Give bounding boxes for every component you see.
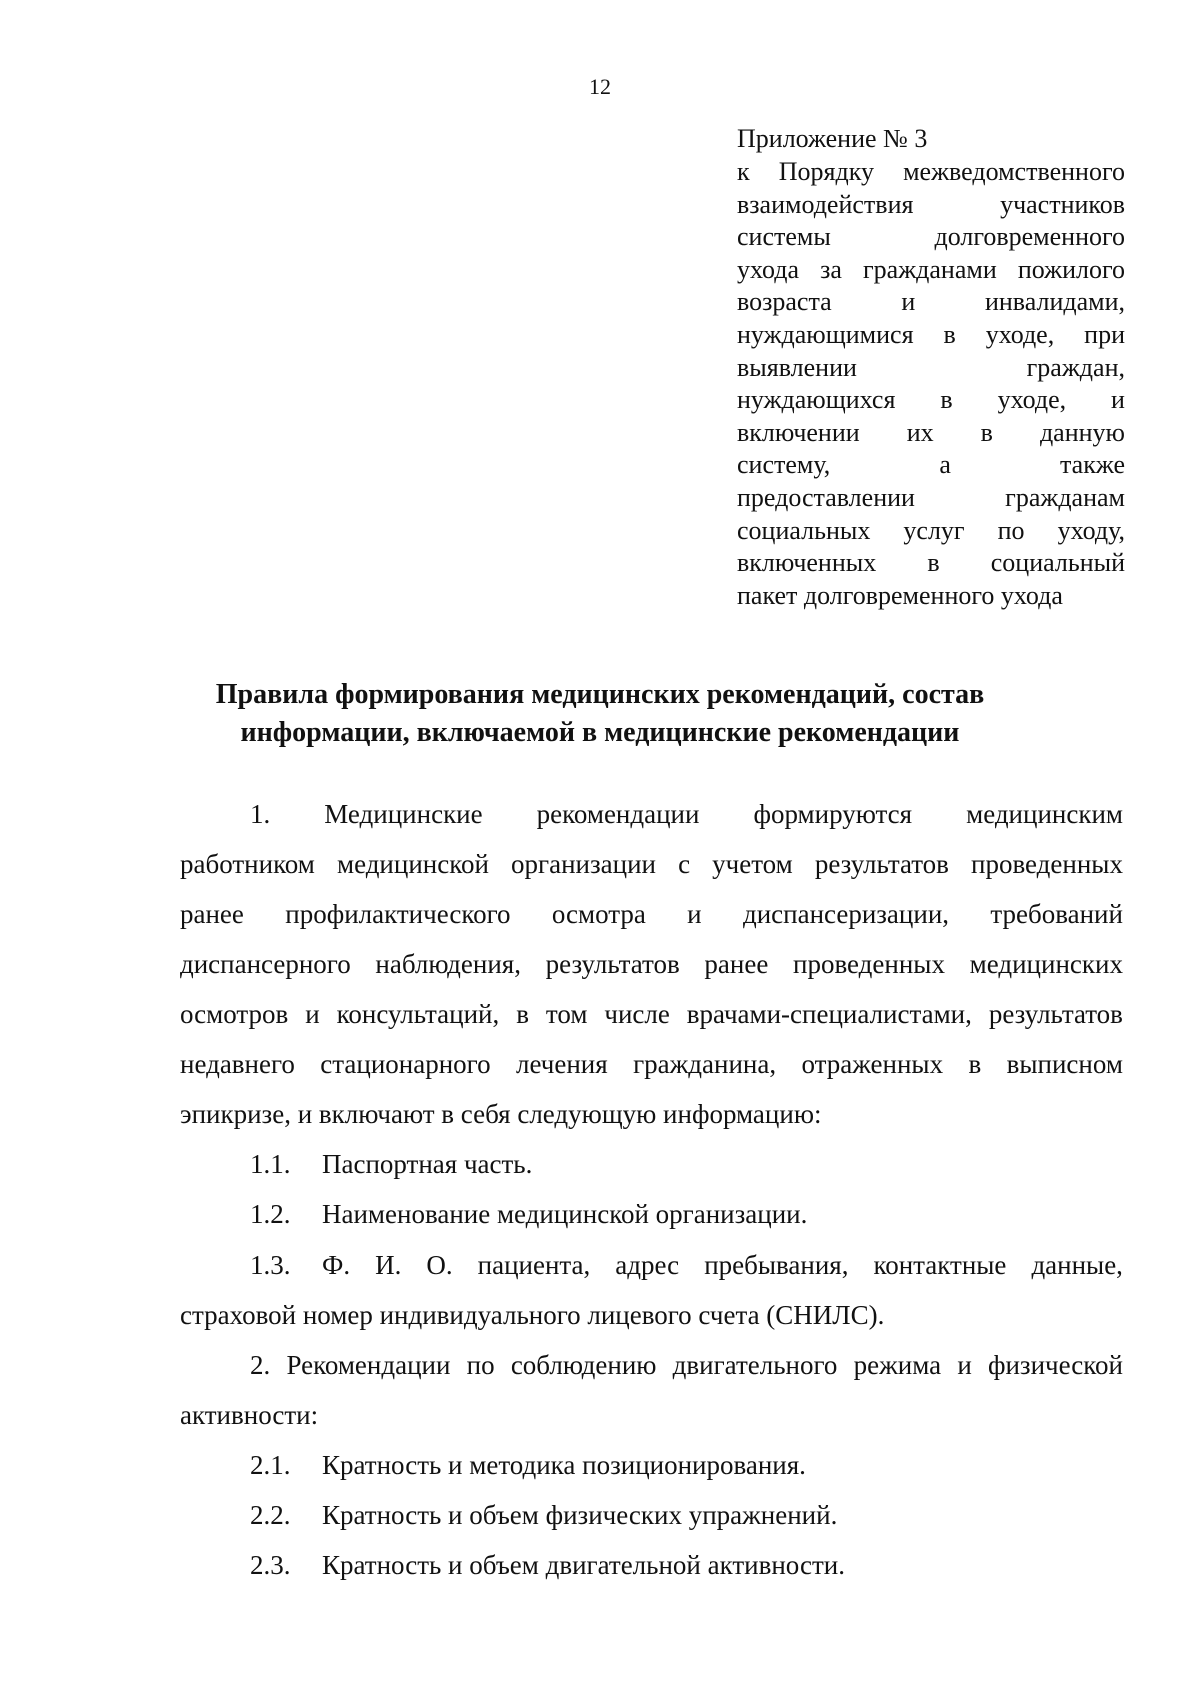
annex-title: Приложение № 3 [737,124,928,153]
paragraph-line: страховой номер индивидуального лицевого счета (СНИЛС). [180,1300,885,1330]
annex-line: к Порядку межведомственного [737,157,1125,186]
paragraph-line: недавнего стационарного лечения гражданина, отраженных в выписном [180,1049,1123,1079]
paragraph-line: эпикризе, и включают в себя следующую информацию: [180,1099,822,1129]
paragraph-line: активности: [180,1400,319,1430]
paragraph-line: 2. Рекомендации по соблюдению двигательного режима и физической [250,1350,1123,1380]
paragraph-line: работником медицинской организации с учетом результатов проведенных [180,849,1123,879]
annex-line: взаимодействия участников [737,189,1125,219]
annex-line: систему, а также [737,450,1125,480]
annex-line: предоставлении гражданам [737,482,1125,512]
list-item-number: 2.3. [250,1550,291,1580]
paragraph-line: диспансерного наблюдения, результатов ранее проведенных медицинских [180,949,1123,979]
annex-line: включении их в данную [737,417,1125,447]
paragraph-line: 1. Медицинские рекомендации формируются медицинским [250,799,1123,829]
list-item-text: Наименование медицинской организации. [322,1199,808,1229]
annex-line: ухода за гражданами пожилого [737,254,1125,284]
annex-line: нуждающихся в уходе, и [737,385,1125,415]
list-item-number: 1.1. [250,1149,291,1179]
document-heading [120,676,1080,752]
heading-line: Правила формирования медицинских рекомендаций, состав [215,679,985,710]
list-item-number: 1.2. [250,1199,291,1229]
annex-line: нуждающимися в уходе, при [737,319,1125,349]
annex-line: системы долговременного [737,222,1125,252]
annex-line: пакет долговременного ухода [737,580,1063,610]
paragraph-line: осмотров и консультаций, в том числе врачами-специалистами, результатов [180,999,1123,1029]
paragraph-line: ранее профилактического осмотра и диспансеризации, требований [180,899,1123,929]
annex-line: социальных услуг по уходу, [737,515,1125,545]
list-item-number: 2.2. [250,1500,291,1530]
annex-line: возраста и инвалидами, [737,287,1125,317]
list-item-text: Кратность и объем двигательной активности. [322,1550,845,1580]
list-item-text: Кратность и методика позиционирования. [322,1450,806,1480]
annex-line: включенных в социальный [737,548,1125,578]
list-item-text: Ф. И. О. пациента, адрес пребывания, контактные данные, [322,1250,1123,1280]
annex-block [737,122,1125,612]
list-item-number: 1.3. [250,1250,291,1280]
annex-line: выявлении граждан, [737,352,1125,382]
list-item-text: Паспортная часть. [322,1149,533,1179]
page-number: 12 [589,74,611,99]
list-item-number: 2.1. [250,1450,291,1480]
heading-line: информации, включаемой в медицинские рекомендации [240,717,960,748]
list-item-text: Кратность и объем физических упражнений. [322,1500,838,1530]
